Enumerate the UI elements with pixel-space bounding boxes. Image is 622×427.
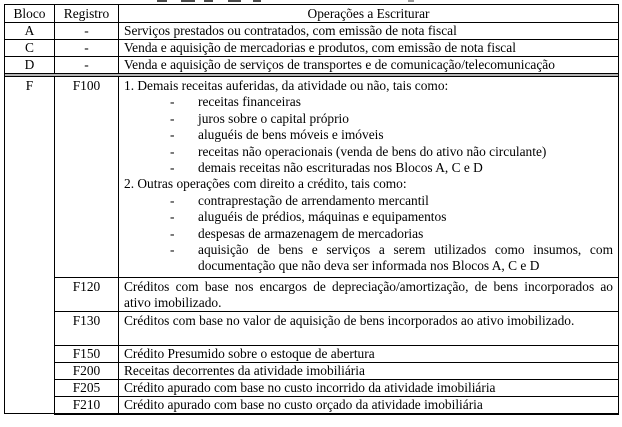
dash-marker: - bbox=[170, 225, 175, 241]
f100-item-text: demais receitas não escrituradas nos Blocos A, C e D bbox=[198, 160, 483, 176]
cell-registro: - bbox=[55, 40, 119, 57]
f100-list-item bbox=[124, 144, 613, 160]
f100-item-text: aluguéis de bens móveis e imóveis bbox=[198, 127, 384, 143]
cell-registro: - bbox=[55, 23, 119, 40]
f100-list-item bbox=[124, 226, 613, 242]
table-row-f100 bbox=[5, 77, 619, 278]
cell-operacao: Receitas decorrentes da atividade imobiliária bbox=[119, 362, 619, 379]
cell-operacao: Créditos com base nos encargos de depreciação/amortização, de bens incorporados ao ativo imobilizado. bbox=[119, 277, 619, 311]
cell-operacao: Crédito apurado com base no custo orçado da atividade imobiliária bbox=[119, 396, 619, 414]
f100-list-item bbox=[124, 193, 613, 209]
dash-marker: - bbox=[170, 110, 175, 126]
f100-list-item bbox=[124, 242, 613, 275]
f100-list-item bbox=[124, 209, 613, 225]
cell-registro: F210 bbox=[55, 396, 119, 414]
table-row-f205 bbox=[5, 379, 619, 396]
f100-item-text: aluguéis de prédios, máquinas e equipamentos bbox=[198, 209, 447, 225]
cell-bloco: C bbox=[5, 40, 55, 57]
cell-registro: F200 bbox=[55, 362, 119, 379]
cell-registro: F120 bbox=[55, 277, 119, 311]
f100-item-text: despesas de armazenagem de mercadorias bbox=[198, 225, 424, 241]
cell-bloco: A bbox=[5, 23, 55, 40]
cell-registro: - bbox=[55, 57, 119, 74]
table-row-bloco-a bbox=[5, 23, 619, 40]
f100-list-item bbox=[124, 127, 613, 143]
f100-item-text: receitas não operacionais (venda de bens do ativo não circulante) bbox=[198, 143, 547, 159]
cell-registro: F205 bbox=[55, 379, 119, 396]
header-bloco: Bloco bbox=[5, 5, 55, 23]
dash-marker: - bbox=[170, 127, 175, 143]
header-registro: Registro bbox=[55, 5, 119, 23]
table-header-row bbox=[5, 5, 619, 23]
cell-operacao: Venda e aquisição de serviços de transportes e de comunicação/telecomunicação bbox=[119, 57, 619, 74]
cell-operacao: Crédito Presumido sobre o estoque de abertura bbox=[119, 345, 619, 362]
f100-item-text: aquisição de bens e serviços a serem utilizados como insumos, com documentação que não deva ser informada nos Blocos A, C e D bbox=[198, 242, 613, 274]
f100-list-item bbox=[124, 111, 613, 127]
table-row-f210 bbox=[5, 396, 619, 414]
bloco-registro-table bbox=[4, 4, 619, 415]
table-row-f130 bbox=[5, 311, 619, 345]
cell-operacao: Venda e aquisição de mercadorias e produtos, com emissão de nota fiscal bbox=[119, 40, 619, 57]
cropped-text-artifact bbox=[0, 0, 622, 3]
f100-group2-title: 2. Outras operações com direito a crédito, tais como: bbox=[124, 176, 407, 192]
f100-list-item bbox=[124, 94, 613, 110]
f100-list-item bbox=[124, 160, 613, 176]
cell-operacao: Crédito apurado com base no custo incorrido da atividade imobiliária bbox=[119, 379, 619, 396]
dash-marker: - bbox=[170, 94, 175, 110]
f100-item-text: juros sobre o capital próprio bbox=[198, 110, 349, 126]
table-row-f150 bbox=[5, 345, 619, 362]
header-operacoes: Operações a Escriturar bbox=[119, 5, 619, 23]
dash-marker: - bbox=[170, 192, 175, 208]
dash-marker: - bbox=[170, 160, 175, 176]
f100-item-text: contraprestação de arrendamento mercantil bbox=[198, 192, 429, 208]
cell-registro: F130 bbox=[55, 311, 119, 345]
cell-bloco: D bbox=[5, 57, 55, 74]
table-row-bloco-d bbox=[5, 57, 619, 74]
f100-group1-title: 1. Demais receitas auferidas, da atividade ou não, tais como: bbox=[124, 78, 449, 93]
dash-marker: - bbox=[170, 209, 175, 225]
table-row-bloco-c bbox=[5, 40, 619, 57]
cell-operacao-f100 bbox=[119, 77, 619, 278]
f100-item-text: receitas financeiras bbox=[198, 94, 301, 110]
cell-bloco-f: F bbox=[5, 77, 55, 414]
table-row-f120 bbox=[5, 277, 619, 311]
dash-marker: - bbox=[170, 143, 175, 159]
table-row-f200 bbox=[5, 362, 619, 379]
dash-marker: - bbox=[170, 242, 175, 258]
cell-operacao: Serviços prestados ou contratados, com emissão de nota fiscal bbox=[119, 23, 619, 40]
cell-registro: F100 bbox=[55, 77, 119, 278]
cell-operacao: Créditos com base no valor de aquisição de bens incorporados ao ativo imobilizado. bbox=[119, 311, 619, 345]
cell-registro: F150 bbox=[55, 345, 119, 362]
